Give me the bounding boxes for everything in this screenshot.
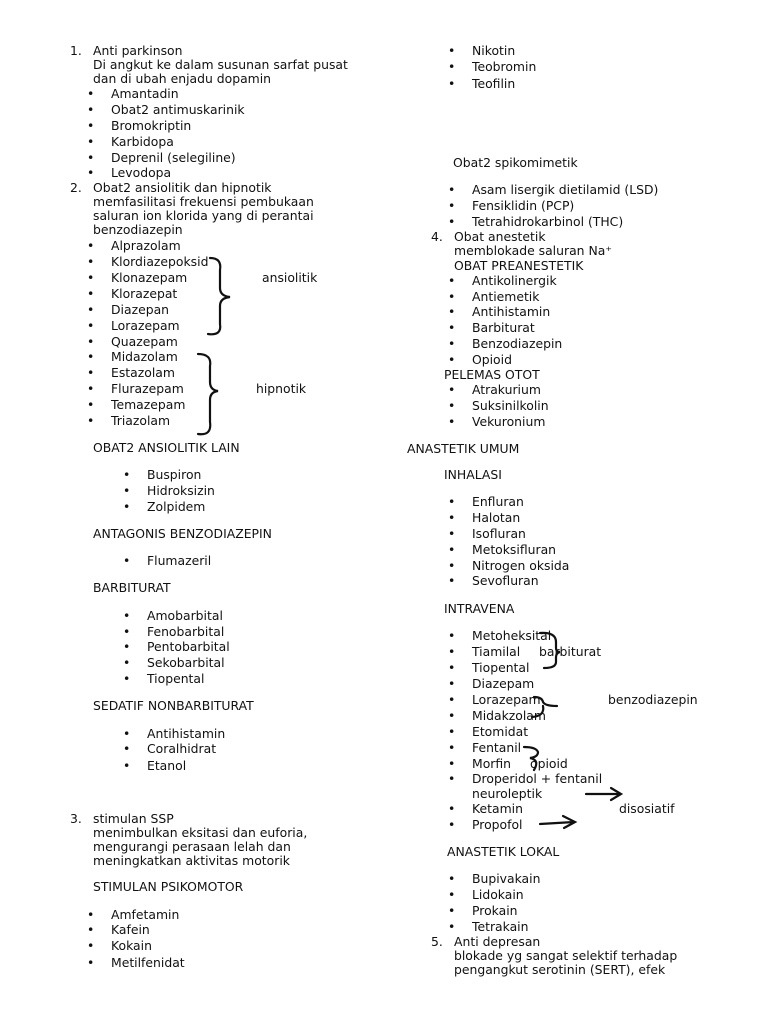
list-item: • Alprazolam [111, 238, 181, 254]
list-item: • Vekuronium [472, 414, 545, 430]
benzodiazepin-brace-icon [532, 697, 557, 717]
list-item: • Karbidopa [111, 134, 174, 150]
section-heading: OBAT PREANESTETIK [454, 258, 584, 273]
list-item: • Atrakurium [472, 382, 541, 398]
section-1-title: Anti parkinson [93, 43, 183, 58]
section-heading: INTRAVENA [444, 601, 515, 616]
opioid-brace-icon [524, 747, 538, 770]
list-item: • Antikolinergik [472, 273, 557, 289]
list-item: • Klonazepam [111, 270, 187, 286]
list-item: • Nitrogen oksida [472, 558, 569, 574]
section-3-desc: meningkatkan aktivitas motorik [93, 853, 290, 868]
list-item: • Metoksifluran [472, 542, 556, 558]
list-item: • Levodopa [111, 165, 171, 181]
list-item: • Klorazepat [111, 286, 177, 302]
section-heading: STIMULAN PSIKOMOTOR [93, 879, 244, 894]
section-heading: ANASTETIK UMUM [407, 441, 520, 456]
list-item: • Obat2 antimuskarinik [111, 102, 245, 118]
section-2-desc: memfasilitasi frekuensi pembukaan [93, 194, 314, 209]
list-item: • Midakzolam [472, 708, 546, 724]
list-item: • Bromokriptin [111, 118, 191, 134]
section-1-desc: Di angkut ke dalam susunan sarfat pusat [93, 57, 348, 72]
section-4-number: 4. [431, 229, 443, 244]
section-2-desc: benzodiazepin [93, 222, 183, 237]
list-item: • Diazepam [472, 676, 534, 692]
list-item: • Coralhidrat [147, 741, 216, 757]
list-item: • Nikotin [472, 43, 515, 59]
section-3-title: stimulan SSP [93, 811, 174, 826]
list-item: • Diazepan [111, 302, 169, 318]
neuroleptik-arrow-icon [586, 788, 621, 800]
section-heading: OBAT2 ANSIOLITIK LAIN [93, 440, 240, 455]
opioid-label: opioid [530, 756, 568, 771]
section-3-desc: mengurangi perasaan lelah dan [93, 839, 291, 854]
ansiolitik-brace-icon [208, 258, 230, 334]
section-3-desc: menimbulkan eksitasi dan euforia, [93, 825, 308, 840]
list-item: • Opioid [472, 352, 512, 368]
list-item: • Prokain [472, 903, 518, 919]
list-item: • Bupivakain [472, 871, 540, 887]
list-item: • Buspiron [147, 467, 201, 483]
list-item-continuation: neuroleptik [472, 786, 543, 801]
list-item: • Etomidat [472, 724, 528, 740]
section-2-title: Obat2 ansiolitik dan hipnotik [93, 180, 272, 195]
propofol-arrow-icon [540, 816, 575, 828]
list-item: • Barbiturat [472, 320, 535, 336]
section-heading: SEDATIF NONBARBITURAT [93, 698, 254, 713]
list-item: • Asam lisergik dietilamid (LSD) [472, 182, 658, 198]
list-item: • Tiopental [147, 671, 204, 687]
list-item: • Flumazeril [147, 553, 211, 569]
list-item: • Flurazepam [111, 381, 184, 397]
list-item: • Antihistamin [472, 304, 550, 320]
list-item: • Tiopental [472, 660, 529, 676]
section-heading: INHALASI [444, 467, 502, 482]
barbiturat-label: barbiturat [539, 644, 602, 659]
list-item: • Lorazepam [111, 318, 180, 334]
list-item: • Lidokain [472, 887, 524, 903]
section-4-desc: memblokade saluran Na⁺ [454, 243, 612, 258]
list-item: • Teofilin [472, 76, 515, 92]
list-item: • Isofluran [472, 526, 526, 542]
list-item: • Fenobarbital [147, 624, 224, 640]
section-2-number: 2. [70, 180, 82, 195]
list-item: • Teobromin [472, 59, 536, 75]
section-5-title: Anti depresan [454, 934, 541, 949]
benzodiazepin-label: benzodiazepin [608, 692, 698, 707]
list-item: • Amfetamin [111, 907, 179, 923]
section-heading: ANTAGONIS BENZODIAZEPIN [93, 526, 272, 541]
section-2-desc: saluran ion klorida yang di perantai [93, 208, 314, 223]
list-item: • Droperidol + fentanil [472, 771, 602, 787]
list-item: • Sevofluran [472, 573, 539, 589]
section-4-title: Obat anestetik [454, 229, 546, 244]
list-item: • Amantadin [111, 86, 179, 102]
list-item: • Fensiklidin (PCP) [472, 198, 574, 214]
list-item: • Halotan [472, 510, 520, 526]
list-item: • Suksinilkolin [472, 398, 549, 414]
list-item: • Enfluran [472, 494, 524, 510]
list-item: • Antiemetik [472, 289, 539, 305]
list-item: • Benzodiazepin [472, 336, 562, 352]
list-item: • Ketamin [472, 801, 523, 817]
section-5-desc: blokade yg sangat selektif terhadap [454, 948, 678, 963]
list-item: • Quazepam [111, 334, 178, 350]
section-1-number: 1. [70, 43, 82, 58]
section-heading: PELEMAS OTOT [444, 367, 540, 382]
list-item: • Amobarbital [147, 608, 223, 624]
list-item: • Kokain [111, 938, 152, 954]
list-item: • Metilfenidat [111, 955, 185, 971]
section-heading: BARBITURAT [93, 580, 171, 595]
list-item: • Deprenil (selegiline) [111, 150, 236, 166]
list-item: • Fentanil [472, 740, 521, 756]
hipnotik-label: hipnotik [256, 381, 307, 396]
list-item: • Klordiazepoksid [111, 254, 208, 270]
list-item: • Metoheksital [472, 628, 551, 644]
list-item: • Propofol [472, 817, 523, 833]
disosiatif-label: disosiatif [619, 801, 675, 816]
list-item: • Midazolam [111, 349, 178, 365]
list-item: • Temazepam [111, 397, 185, 413]
list-item: • Lorazepam [472, 692, 541, 708]
list-item: • Hidroksizin [147, 483, 215, 499]
list-item: • Morfin [472, 756, 511, 772]
section-3-number: 3. [70, 811, 82, 826]
ansiolitik-label: ansiolitik [262, 270, 318, 285]
barbiturat-brace-icon [540, 633, 560, 668]
list-item: • Kafein [111, 922, 150, 938]
list-item: • Tetrahidrokarbinol (THC) [472, 214, 623, 230]
section-heading: Obat2 spikomimetik [453, 155, 578, 170]
list-item: • Tetrakain [472, 919, 528, 935]
section-5-number: 5. [431, 934, 443, 949]
list-item: • Antihistamin [147, 726, 225, 742]
section-5-desc: pengangkut serotinin (SERT), efek [454, 962, 666, 977]
list-item: • Triazolam [111, 413, 170, 429]
list-item: • Tiamilal [472, 644, 520, 660]
section-1-desc: dan di ubah enjadu dopamin [93, 71, 272, 86]
section-heading: ANASTETIK LOKAL [447, 844, 560, 859]
list-item: • Sekobarbital [147, 655, 225, 671]
list-item: • Zolpidem [147, 499, 205, 515]
hipnotik-brace-icon [198, 354, 218, 434]
list-item: • Etanol [147, 758, 186, 774]
list-item: • Pentobarbital [147, 639, 230, 655]
list-item: • Estazolam [111, 365, 175, 381]
